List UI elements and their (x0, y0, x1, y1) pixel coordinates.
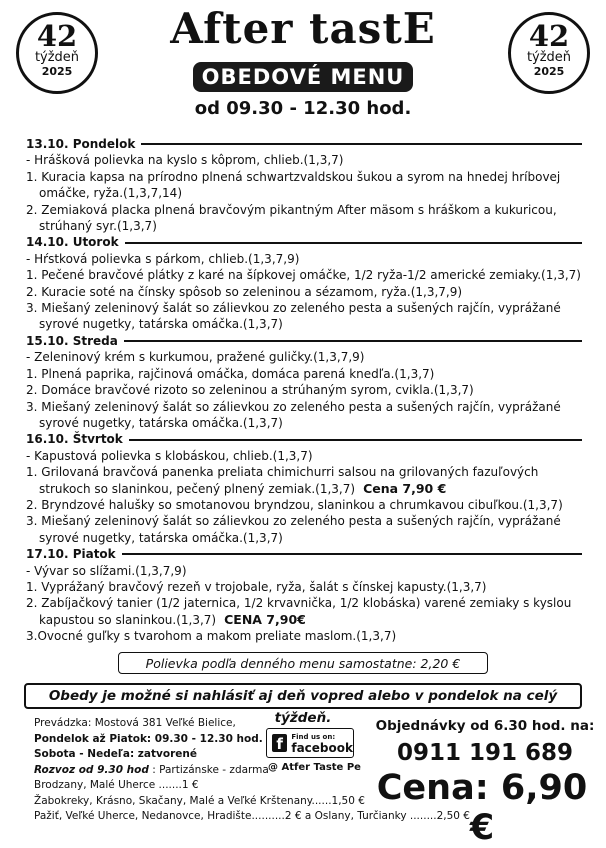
dish-price: Cena 7,90 € (363, 480, 447, 496)
serving-hours: od 09.30 - 12.30 hod. (194, 98, 412, 119)
day-header (26, 546, 582, 562)
orders-label: Objednávky od 6.30 hod. na: (375, 718, 595, 734)
dish-item (26, 497, 582, 513)
dish-text: 3. Miešaný zeleninový šalát so zálievkou zo zeleného pesta a sušených rajčín, vyprážané syrové nugetky, tatárska omáčka.(1,3,7) (26, 301, 561, 332)
phone-number: 0911 191 689 (396, 740, 574, 766)
dish-item (26, 464, 582, 497)
week-year: 2025 (41, 65, 73, 78)
soup-price-note (118, 652, 488, 674)
dish-text: 2. Domáce bravčové rizoto so zeleninou a strúhaným syrom, cvikla.(1,3,7) (26, 383, 474, 398)
address: Prevádzka: Mostová 381 Veľké Bielice, (34, 717, 236, 729)
dish-text: 2. Kuracie soté na čínsky spôsob so zeleninou a sézamom, ryža.(1,3,7,9) (26, 284, 463, 299)
day-header (26, 234, 582, 250)
order-note-text: Obedy je možné si nahlásiť aj deň vopred alebo v pondelok na celý týždeň. (48, 688, 558, 726)
dish-item (26, 448, 582, 464)
dish-text: 1. Grilovaná bravčová panenka preliata chimichurri salsou na grilovaných fazuľových strukoch so slaninkou, pečený plnený zemiak.(1,3,7) (26, 465, 539, 496)
dish-item (26, 595, 582, 628)
menu-price: Cena: 6,90 € (376, 768, 588, 848)
dish-item (26, 251, 582, 267)
dish-item (26, 382, 582, 398)
day-title: 16.10. Štvrtok (26, 432, 123, 447)
dish-item (26, 513, 582, 546)
day-header (26, 431, 582, 447)
dish-item (26, 366, 582, 382)
week-badge-right (508, 12, 590, 94)
dish-text: 3. Miešaný zeleninový šalát so zálievkou zo zeleného pesta a sušených rajčín, vyprážané syrové nugetky, tatárska omáčka.(1,3,7) (26, 514, 561, 545)
dish-item (26, 300, 582, 333)
day-header (26, 136, 582, 152)
delivery-label: Rozvoz od 9.30 hod (34, 763, 149, 776)
menu-title: OBEDOVÉ MENU (193, 62, 413, 92)
delivery-line: Pažiť, Veľké Uherce, Nedanovce, Hradište..........2 € a Oslany, Turčianky ........2,50 € (34, 810, 470, 822)
day-title: 14.10. Utorok (26, 235, 119, 250)
dish-item (26, 202, 582, 235)
day-title: 17.10. Piatok (26, 547, 116, 562)
day-divider (124, 340, 582, 342)
facebook-find-us: Find us on: (291, 733, 336, 741)
day-title: 13.10. Pondelok (26, 137, 136, 151)
facebook-badge[interactable] (266, 728, 354, 758)
dish-item (26, 563, 582, 579)
dish-text: 1. Kuracia kapsa na prírodno plnená schwartzvaldskou šukou a syrom na hnedej hríbovej omáčke, ryža.(1,3,7,14) (26, 169, 561, 201)
delivery-line: Brodzany, Malé Uherce .......1 € (34, 779, 199, 791)
day-title: 15.10. Streda (26, 333, 118, 348)
day-divider (129, 439, 582, 441)
dish-text: 2. Zemiaková placka plnená bravčovým pikantným After mäsom s hráškom a kukuricou, strúhaný syr.(1,3,7) (26, 202, 557, 234)
dish-text: 3. Miešaný zeleninový šalát so zálievkou zo zeleného pesta a sušených rajčín, vyprážané syrové nugetky, tatárska omáčka.(1,3,7) (26, 399, 561, 430)
facebook-icon: f (272, 734, 287, 752)
dish-item (26, 579, 582, 595)
dish-item (26, 152, 582, 168)
dish-item (26, 628, 582, 644)
dish-item (26, 169, 582, 202)
facebook-text (291, 732, 353, 754)
delivery-rest: : Partizánske - zdarma (148, 763, 269, 776)
brand-logo: After tastE (170, 4, 436, 53)
week-badge-left (16, 12, 98, 94)
day-divider (141, 143, 582, 145)
dish-item (26, 399, 582, 432)
soup-note-text: Polievka podľa denného menu samostatne: 2,20 € (145, 656, 461, 671)
week-year: 2025 (533, 65, 565, 78)
week-label: týždeň (526, 50, 572, 65)
day-divider (125, 242, 582, 244)
dish-text: - Zeleninový krém s kurkumou, pražené guličky.(1,3,7,9) (26, 350, 365, 365)
day-divider (122, 553, 582, 555)
dish-text: 2. Zabíjačkový tanier (1/2 jaternica, 1/2 krvavnička, 1/2 klobáska) varené zemiaky s kyslou kapustou so slaninkou.(1,3,7) (26, 596, 572, 627)
facebook-handle: @ Atfer Taste Pe (268, 762, 361, 773)
dish-text: 3.Ovocné guľky s tvarohom a makom preliate maslom.(1,3,7) (26, 629, 397, 644)
delivery-line: Žabokreky, Krásno, Skačany, Malé a Veľké Krštenany......1,50 € (34, 794, 365, 807)
dish-text: 1. Pečené bravčové plátky z karé na šípkovej omáčke, 1/2 ryža-1/2 americké zemiaky.(1,3,7) (26, 268, 581, 283)
dish-text: 2. Bryndzové halušky so smotanovou bryndzou, slaninkou a chrumkavou cibuľkou.(1,3,7) (26, 497, 563, 512)
dish-price: CENA 7,90€ (224, 611, 306, 627)
dish-item (26, 349, 582, 365)
dish-text: 1. Plnená paprika, rajčinová omáčka, domáca parená knedľa.(1,3,7) (26, 366, 435, 381)
weekday-hours: Pondelok až Piatok: 09.30 - 12.30 hod. (34, 732, 263, 745)
week-label: týždeň (34, 50, 80, 65)
day-header (26, 333, 582, 349)
dish-item (26, 267, 582, 283)
week-number: 42 (528, 19, 570, 53)
weekly-menu (26, 136, 582, 645)
dish-item (26, 284, 582, 300)
weekend-hours: Sobota - Nedeľa: zatvorené (34, 748, 197, 760)
dish-text: 1. Vyprážaný bravčový rezeň v trojobale, ryža, šalát s čínskej kapusty.(1,3,7) (26, 579, 487, 594)
dish-text: - Hŕstková polievka s párkom, chlieb.(1,3,7,9) (26, 251, 300, 266)
dish-text: - Vývar so slížami.(1,3,7,9) (26, 563, 187, 578)
facebook-wordmark: facebook (291, 741, 353, 755)
dish-text: - Hrášková polievka na kyslo s kôprom, chlieb.(1,3,7) (26, 153, 344, 168)
dish-text: - Kapustová polievka s klobáskou, chlieb.(1,3,7) (26, 448, 313, 463)
week-number: 42 (36, 19, 78, 53)
